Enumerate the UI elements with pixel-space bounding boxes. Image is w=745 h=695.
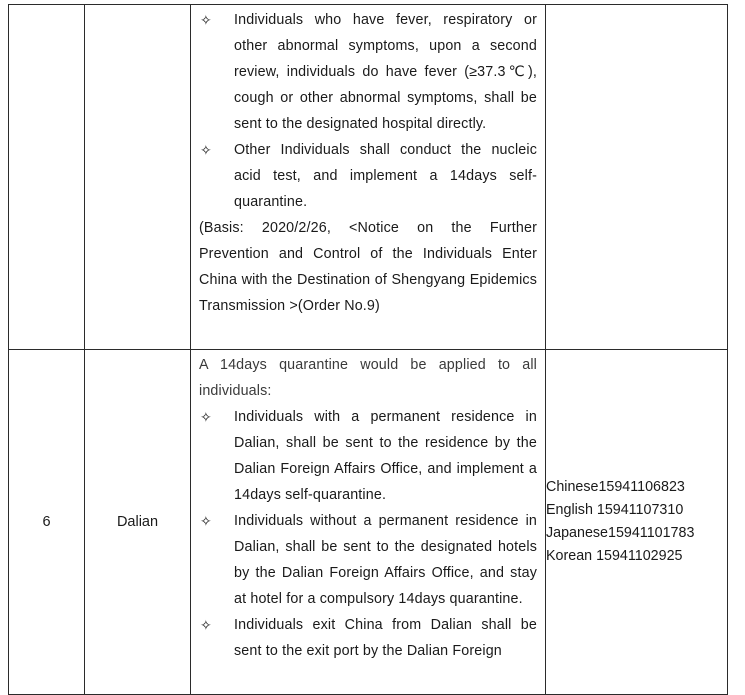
measures-cell — [191, 350, 546, 695]
four-point-star-icon: ✧ — [200, 12, 212, 28]
four-point-star-icon: ✧ — [200, 617, 212, 633]
measure-bullet-item — [199, 404, 537, 508]
row-number: 6 — [9, 350, 85, 695]
four-point-star-icon: ✧ — [200, 142, 212, 158]
measure-bullet-text: Individuals with a permanent residence in Dalian, shall be sent to the residence by the Dalian Foreign Affairs Office, and implement a 14days self-quarantine. — [234, 409, 537, 503]
measure-bullet-text: Other Individuals shall conduct the nucleic acid test, and implement a 14days self-quarantine. — [234, 142, 537, 210]
number-cell-empty — [9, 5, 85, 350]
phone-korean: Korean 15941102925 — [546, 548, 683, 564]
phone-english: English 15941107310 — [546, 502, 684, 518]
measure-bullet-item — [199, 7, 537, 137]
measure-bullet-text: Individuals who have fever, respiratory or other abnormal symptoms, upon a second review, individuals do have fever (≥37.3℃), cough or other abnormal symptoms, shall be sent to the designated hospital directly. — [234, 12, 537, 132]
table-row-dalian — [9, 350, 728, 695]
four-point-star-icon: ✧ — [200, 409, 212, 425]
measures-content — [191, 350, 545, 664]
quarantine-intro: A 14days quarantine would be applied to all individuals: — [199, 357, 537, 399]
phone-chinese: Chinese15941106823 — [546, 479, 685, 495]
measures-cell — [191, 5, 546, 350]
measure-bullet-item — [199, 508, 537, 612]
contact-phones-cell — [546, 350, 728, 695]
measure-bullet-item — [199, 612, 537, 664]
city-name: Dalian — [85, 350, 191, 695]
measure-bullet-item — [199, 137, 537, 215]
contact-cell-empty — [546, 5, 728, 350]
measures-content — [191, 5, 545, 319]
measure-bullet-text: Individuals exit China from Dalian shall be sent to the exit port by the Dalian Foreign — [234, 617, 537, 659]
table-row-continued — [9, 5, 728, 350]
city-cell-empty — [85, 5, 191, 350]
basis-note: (Basis: 2020/2/26, <Notice on the Further Prevention and Control of the Individuals Enter China with the Destination of Shengyang Epidemics Transmission >(Order No.9) — [199, 220, 537, 314]
phone-japanese: Japanese15941101783 — [546, 525, 695, 541]
policy-table — [8, 4, 728, 695]
measure-bullet-text: Individuals without a permanent residence in Dalian, shall be sent to the designated hotels by the Dalian Foreign Affairs Office, and stay at hotel for a compulsory 14days quarantine. — [234, 513, 537, 607]
four-point-star-icon: ✧ — [200, 513, 212, 529]
